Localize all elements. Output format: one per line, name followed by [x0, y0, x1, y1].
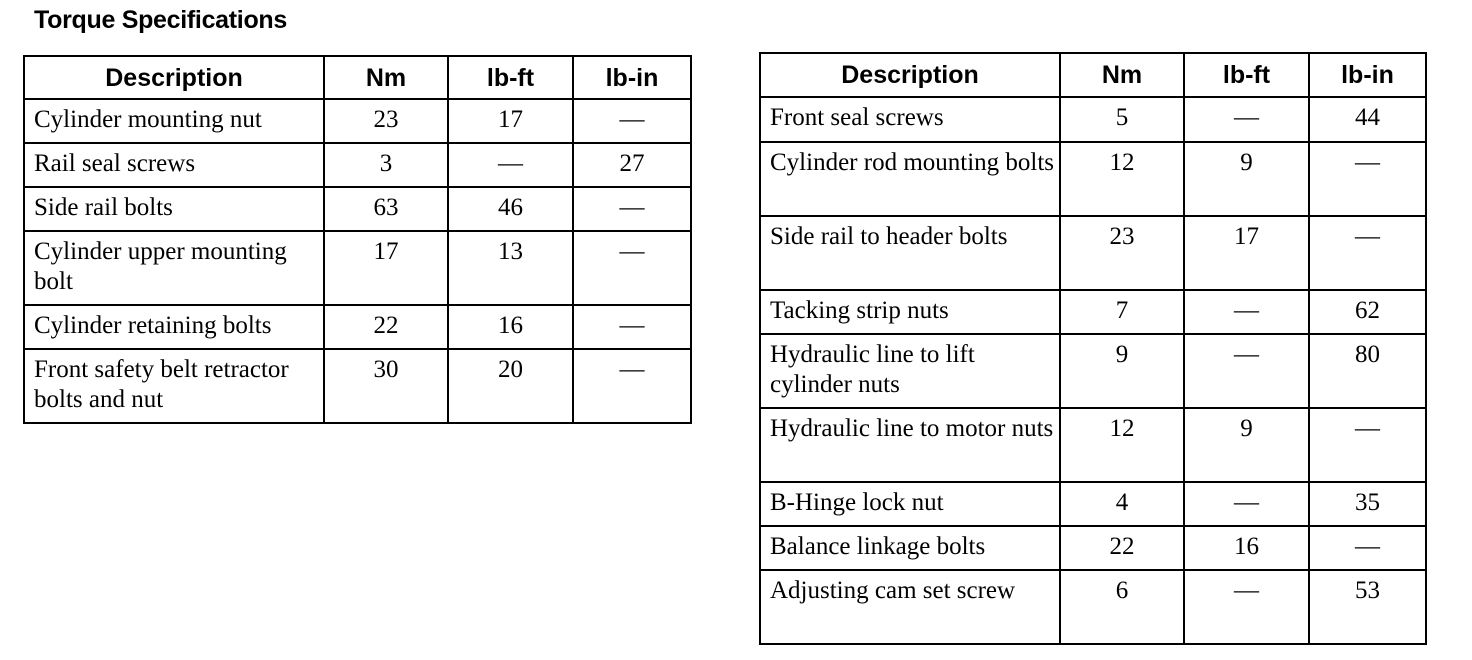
lb-in-cell: — — [1309, 142, 1426, 216]
header-nm: Nm — [324, 56, 448, 99]
lb-in-cell: — — [1309, 216, 1426, 290]
table-row — [760, 290, 1426, 334]
table-row — [24, 187, 691, 231]
description-cell: Side rail to header bolts — [760, 216, 1060, 290]
description-cell: Rail seal screws — [24, 143, 324, 187]
table-row — [24, 143, 691, 187]
lb-in-cell: 80 — [1309, 334, 1426, 408]
description-cell: Side rail bolts — [24, 187, 324, 231]
lb-in-cell: — — [1309, 408, 1426, 482]
lb-ft-cell: — — [1184, 334, 1309, 408]
header-lb-ft: lb-ft — [1184, 53, 1309, 97]
description-cell: Front safety belt retractor bolts and nut — [24, 349, 324, 423]
torque-table-left — [23, 55, 692, 424]
lb-ft-cell: 13 — [448, 231, 573, 305]
lb-in-cell: — — [573, 231, 691, 305]
table-row — [760, 408, 1426, 482]
nm-cell: 4 — [1060, 482, 1184, 526]
lb-ft-cell: — — [1184, 290, 1309, 334]
nm-cell: 5 — [1060, 97, 1184, 142]
nm-cell: 7 — [1060, 290, 1184, 334]
description-cell: Hydraulic line to motor nuts — [760, 408, 1060, 482]
nm-cell: 63 — [324, 187, 448, 231]
description-cell: Cylinder upper mounting bolt — [24, 231, 324, 305]
header-description: Description — [760, 53, 1060, 97]
header-description: Description — [24, 56, 324, 99]
lb-ft-cell: 9 — [1184, 408, 1309, 482]
lb-ft-cell: — — [448, 143, 573, 187]
lb-in-cell: — — [1309, 526, 1426, 570]
table-row — [24, 305, 691, 349]
nm-cell: 30 — [324, 349, 448, 423]
lb-in-cell: — — [573, 187, 691, 231]
table-row — [760, 482, 1426, 526]
header-row — [24, 56, 691, 99]
description-cell: Cylinder rod mounting bolts — [760, 142, 1060, 216]
lb-ft-cell: 9 — [1184, 142, 1309, 216]
table-row — [760, 142, 1426, 216]
description-cell: Adjusting cam set screw — [760, 570, 1060, 644]
header-lb-in: lb-in — [1309, 53, 1426, 97]
header-row — [760, 53, 1426, 97]
description-cell: Cylinder mounting nut — [24, 99, 324, 143]
description-cell: Hydraulic line to lift cylinder nuts — [760, 334, 1060, 408]
table-row — [760, 334, 1426, 408]
nm-cell: 22 — [1060, 526, 1184, 570]
nm-cell: 3 — [324, 143, 448, 187]
lb-ft-cell: — — [1184, 482, 1309, 526]
lb-in-cell: — — [573, 305, 691, 349]
lb-in-cell: 53 — [1309, 570, 1426, 644]
description-cell: B-Hinge lock nut — [760, 482, 1060, 526]
table-row — [24, 99, 691, 143]
table-row — [760, 97, 1426, 142]
table-row — [24, 349, 691, 423]
nm-cell: 12 — [1060, 408, 1184, 482]
nm-cell: 23 — [324, 99, 448, 143]
nm-cell: 12 — [1060, 142, 1184, 216]
torque-table-right — [759, 52, 1427, 645]
description-cell: Front seal screws — [760, 97, 1060, 142]
nm-cell: 22 — [324, 305, 448, 349]
header-lb-ft: lb-ft — [448, 56, 573, 99]
header-nm: Nm — [1060, 53, 1184, 97]
description-cell: Cylinder retaining bolts — [24, 305, 324, 349]
lb-in-cell: — — [573, 99, 691, 143]
lb-in-cell: 27 — [573, 143, 691, 187]
page-title: Torque Specifications — [34, 6, 288, 34]
lb-ft-cell: 46 — [448, 187, 573, 231]
lb-ft-cell: 16 — [1184, 526, 1309, 570]
table-row — [24, 231, 691, 305]
table-row — [760, 216, 1426, 290]
lb-ft-cell: 17 — [448, 99, 573, 143]
lb-in-cell: 44 — [1309, 97, 1426, 142]
lb-ft-cell: — — [1184, 570, 1309, 644]
lb-ft-cell: — — [1184, 97, 1309, 142]
table-row — [760, 570, 1426, 644]
lb-in-cell: 62 — [1309, 290, 1426, 334]
lb-ft-cell: 20 — [448, 349, 573, 423]
lb-in-cell: 35 — [1309, 482, 1426, 526]
lb-ft-cell: 16 — [448, 305, 573, 349]
nm-cell: 6 — [1060, 570, 1184, 644]
nm-cell: 23 — [1060, 216, 1184, 290]
nm-cell: 9 — [1060, 334, 1184, 408]
description-cell: Tacking strip nuts — [760, 290, 1060, 334]
lb-ft-cell: 17 — [1184, 216, 1309, 290]
header-lb-in: lb-in — [573, 56, 691, 99]
table-row — [760, 526, 1426, 570]
description-cell: Balance linkage bolts — [760, 526, 1060, 570]
nm-cell: 17 — [324, 231, 448, 305]
lb-in-cell: — — [573, 349, 691, 423]
